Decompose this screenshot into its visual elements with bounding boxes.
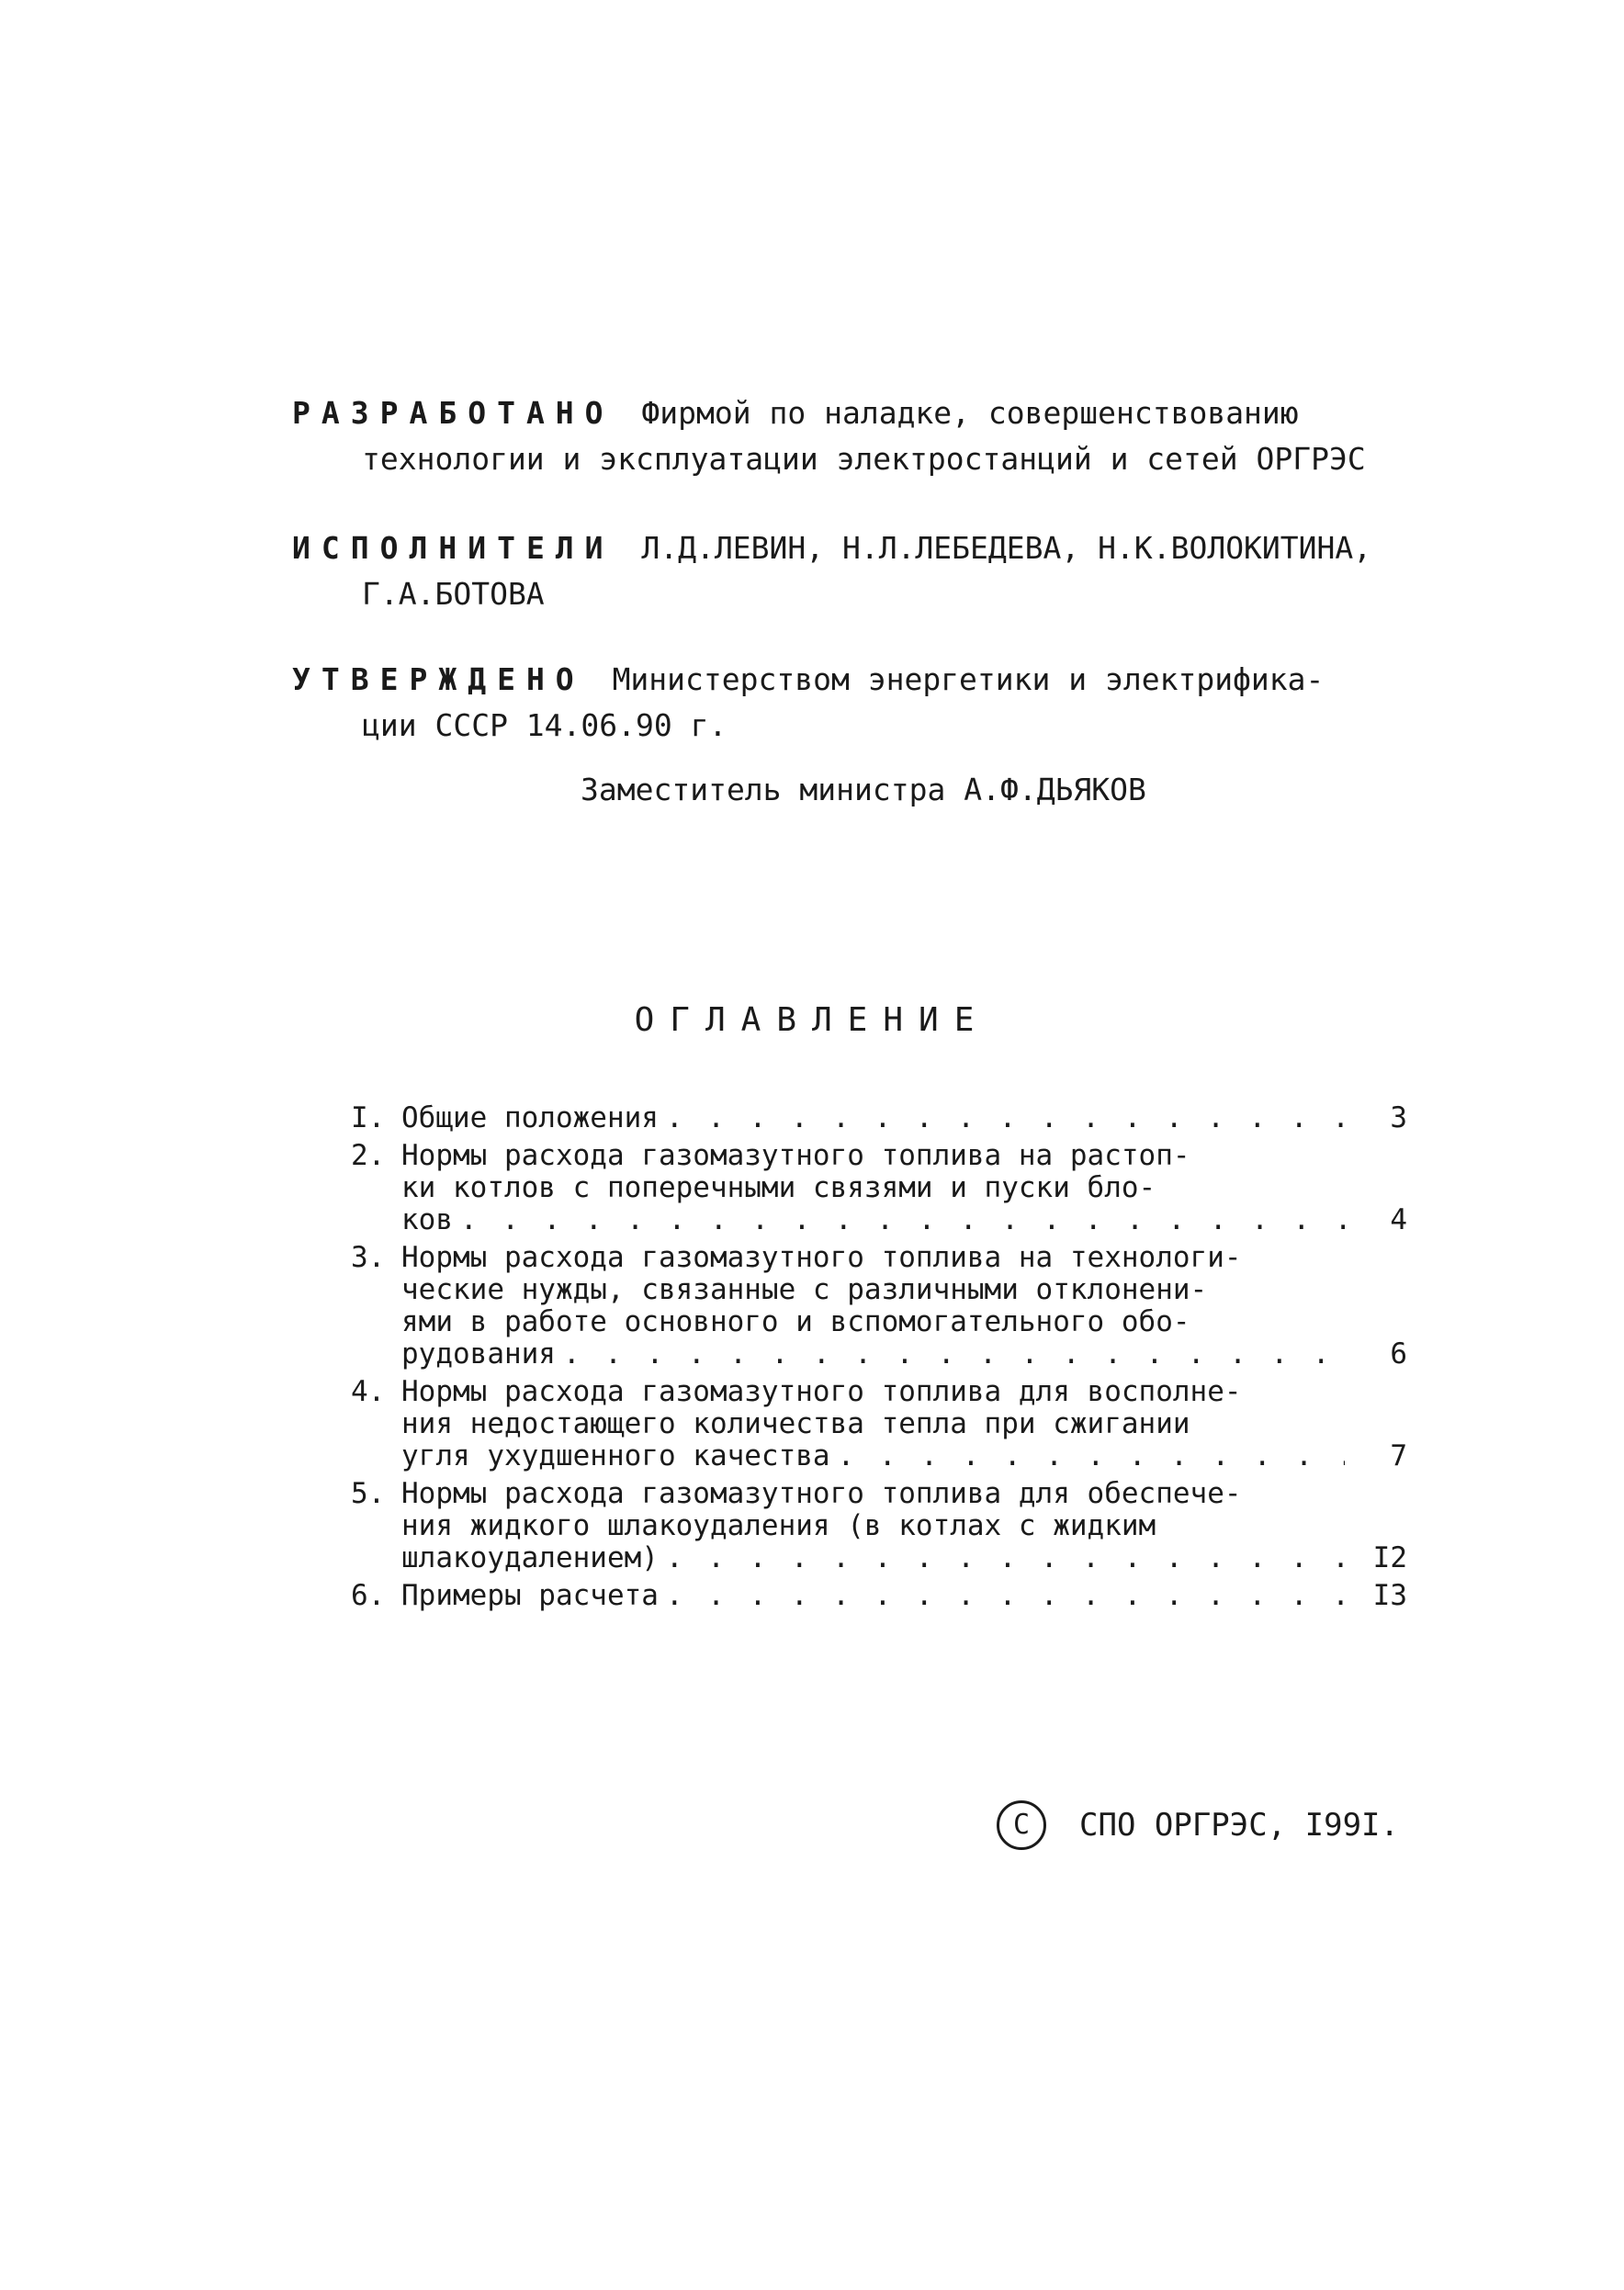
toc-page-number: 7	[1390, 1439, 1407, 1472]
toc-item-text: ков	[401, 1203, 453, 1236]
toc-item-text: шлакоудалением)	[401, 1541, 659, 1574]
toc-item-number: 6.	[351, 1579, 386, 1612]
approved-line2: ции СССР 14.06.90 г.	[362, 707, 727, 743]
copyright-line	[997, 1800, 1399, 1850]
toc-page-number: 6	[1390, 1337, 1407, 1371]
toc-item	[351, 1580, 1407, 1612]
toc-item-text: рудования	[401, 1337, 556, 1371]
toc-item-text: Общие положения	[401, 1101, 659, 1134]
table-of-contents	[351, 1102, 1407, 1618]
toc-item	[351, 1478, 1407, 1574]
toc-item-text: Нормы расхода газомазутного топлива для восполне-	[401, 1375, 1242, 1408]
credits-lead: РАЗРАБОТАНО	[292, 395, 615, 431]
toc-item-text: ния жидкого шлакоудаления (в котлах с жидким	[401, 1509, 1156, 1542]
executors-block	[292, 525, 1468, 617]
toc-leader-dots	[666, 1102, 1345, 1134]
toc-item-text: Примеры расчета	[401, 1579, 659, 1612]
toc-item-text: ки котлов с поперечными связями и пуски бло-	[401, 1171, 1156, 1204]
executors-line1: Л.Д.ЛЕВИН, Н.Л.ЛЕБЕДЕВА, Н.К.ВОЛОКИТИНА,	[641, 530, 1372, 566]
credits-block	[292, 390, 1468, 482]
toc-leader-dots	[460, 1204, 1345, 1236]
toc-title: ОГЛАВЛЕНИЕ	[634, 1001, 990, 1039]
toc-item-text: Нормы расхода газомазутного топлива на растоп-	[401, 1139, 1190, 1172]
toc-item	[351, 1242, 1407, 1371]
deputy-minister-signature: Заместитель министра А.Ф.ДЬЯКОВ	[581, 772, 1146, 807]
toc-leader-dots	[666, 1580, 1345, 1612]
toc-item-text: ями в работе основного и вспомогательного обо-	[401, 1305, 1190, 1338]
approved-block	[292, 657, 1468, 749]
toc-item-number: 3.	[351, 1241, 386, 1274]
toc-page-number: 3	[1390, 1101, 1407, 1134]
toc-item-number: 5.	[351, 1477, 386, 1510]
toc-item	[351, 1140, 1407, 1236]
toc-item-number: 2.	[351, 1139, 386, 1172]
copyright-text: СПО ОРГРЭС, I99I.	[1079, 1807, 1399, 1844]
credits-line2: технологии и эксплуатации электростанций и сетей ОРГРЭС	[362, 441, 1366, 477]
executors-line2: Г.А.БОТОВА	[362, 576, 545, 612]
toc-item-text: Нормы расхода газомазутного топлива на технологи-	[401, 1241, 1242, 1274]
toc-item-number: I.	[351, 1101, 386, 1134]
approved-lead: УТВЕРЖДЕНО	[292, 661, 585, 697]
toc-item-text: ческие нужды, связанные с различными отклонени-	[401, 1273, 1208, 1306]
toc-page-number: I2	[1372, 1541, 1407, 1574]
toc-item-text: угля ухудшенного качества	[401, 1439, 830, 1472]
toc-page-number: I3	[1372, 1579, 1407, 1612]
toc-item	[351, 1376, 1407, 1472]
toc-item	[351, 1102, 1407, 1134]
executors-lead: ИСПОЛНИТЕЛИ	[292, 530, 615, 566]
toc-item-number: 4.	[351, 1375, 386, 1408]
toc-leader-dots	[666, 1542, 1345, 1574]
toc-page-number: 4	[1390, 1203, 1407, 1236]
toc-leader-dots	[838, 1440, 1345, 1472]
toc-item-text: Нормы расхода газомазутного топлива для обеспече-	[401, 1477, 1242, 1510]
credits-line1: Фирмой по наладке, совершенствованию	[641, 395, 1299, 431]
approved-line1: Министерством энергетики и электрифика-	[612, 661, 1325, 697]
toc-leader-dots	[563, 1338, 1345, 1371]
copyright-icon: С	[997, 1800, 1046, 1850]
toc-item-text: ния недостающего количества тепла при сжигании	[401, 1407, 1190, 1440]
